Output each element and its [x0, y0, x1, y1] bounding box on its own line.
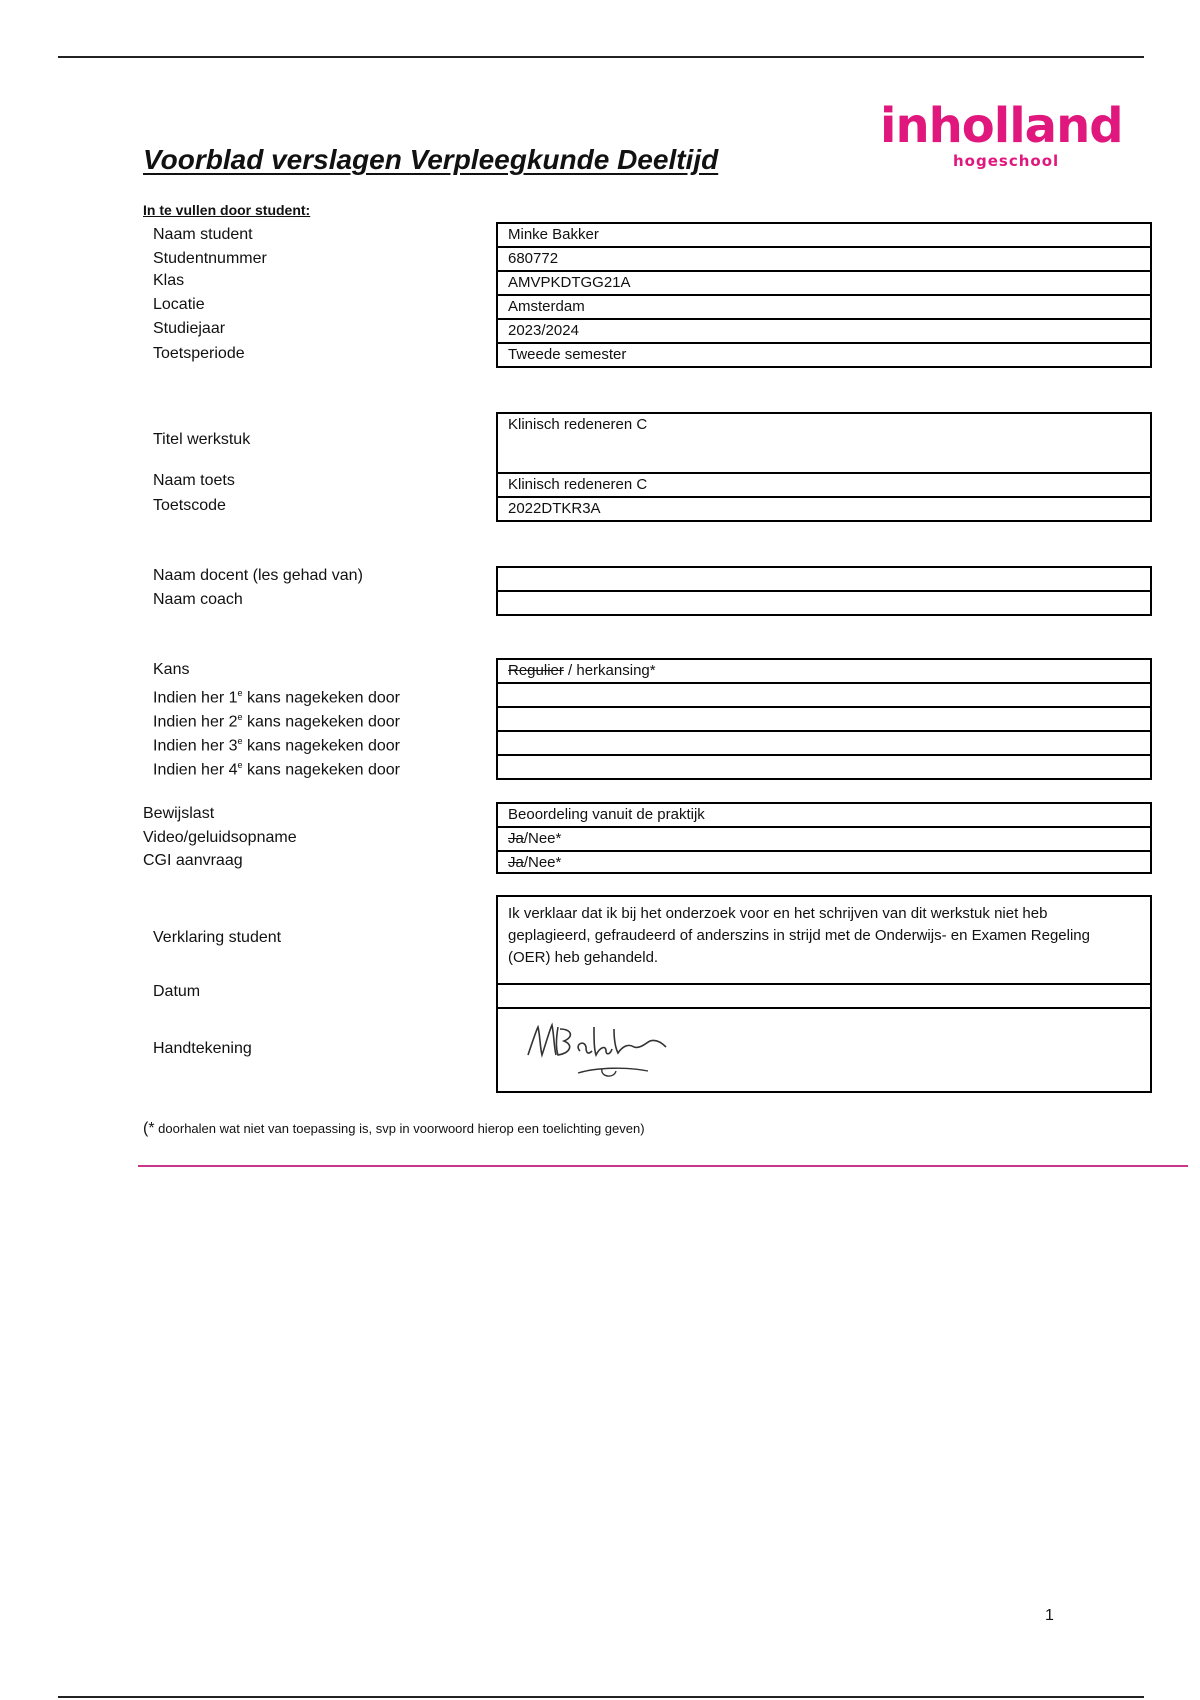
bottom-rule — [58, 1696, 1144, 1698]
label-bewijslast: Bewijslast — [143, 805, 215, 822]
label-kans-2 — [153, 707, 400, 732]
footnote-text: doorhalen wat niet van toepassing is, svp in voorwoord hierop een toelichting geven) — [154, 1121, 645, 1136]
kans-prefix: Indien her — [153, 713, 229, 731]
page-number: 1 — [1045, 1607, 1054, 1624]
logo-wordmark: inholland — [880, 98, 1123, 154]
label-naam-coach: Naam coach — [153, 591, 243, 608]
label-naam-toets: Naam toets — [153, 472, 235, 489]
label-kans: Kans — [153, 661, 190, 678]
kans-number: 2 — [228, 713, 238, 731]
kans-ordinal: e — [237, 736, 243, 746]
label-toetscode: Toetscode — [153, 497, 226, 514]
field-locatie[interactable]: Amsterdam — [498, 296, 1150, 320]
kans-suffix: kans nagekeken door — [242, 713, 400, 731]
logo-subtitle: hogeschool — [953, 152, 1060, 170]
werkstuk-info-box — [496, 412, 1152, 522]
kans-struck-value: Regulier — [508, 662, 564, 679]
kans-prefix: Indien her — [153, 761, 229, 779]
footnote-marker: (* — [143, 1120, 155, 1137]
kans-prefix: Indien her — [153, 737, 229, 755]
field-kans-1[interactable] — [498, 684, 1150, 708]
cgi-struck-value: Ja — [508, 854, 524, 871]
verklaring-box — [496, 895, 1152, 1093]
field-studiejaar[interactable]: 2023/2024 — [498, 320, 1150, 344]
field-kans-3[interactable] — [498, 732, 1150, 756]
field-video[interactable] — [498, 828, 1150, 852]
student-info-box — [496, 222, 1152, 368]
field-handtekening[interactable] — [498, 1009, 1150, 1091]
field-kans-2[interactable] — [498, 708, 1150, 732]
field-klas[interactable]: AMVPKDTGG21A — [498, 272, 1150, 296]
label-datum: Datum — [153, 983, 201, 1000]
label-toetsperiode: Toetsperiode — [153, 345, 245, 362]
field-kans[interactable] — [498, 660, 1150, 684]
field-cgi[interactable] — [498, 852, 1150, 872]
field-naam-docent[interactable] — [498, 568, 1150, 592]
top-rule — [58, 56, 1144, 58]
field-studentnummer[interactable]: 680772 — [498, 248, 1150, 272]
field-naam-coach[interactable] — [498, 592, 1150, 614]
inholland-logo — [875, 96, 1123, 176]
label-video: Video/geluidsopname — [143, 829, 297, 846]
label-kans-4 — [153, 755, 400, 780]
kans-suffix: kans nagekeken door — [242, 761, 400, 779]
field-bewijslast[interactable]: Beoordeling vanuit de praktijk — [498, 804, 1150, 828]
field-kans-4[interactable] — [498, 756, 1150, 778]
docent-info-box — [496, 566, 1152, 616]
kans-suffix: kans nagekeken door — [242, 689, 400, 707]
field-toetscode[interactable]: 2022DTKR3A — [508, 500, 601, 517]
label-cgi: CGI aanvraag — [143, 852, 243, 869]
label-naam-student: Naam student — [153, 226, 253, 243]
field-toetsperiode[interactable]: Tweede semester — [508, 346, 627, 363]
field-naam-student[interactable]: Minke Bakker — [498, 224, 1150, 248]
label-handtekening: Handtekening — [153, 1040, 252, 1057]
kans-number: 1 — [228, 689, 238, 707]
label-verklaring: Verklaring student — [153, 929, 282, 946]
kans-ordinal: e — [237, 688, 243, 698]
video-struck-value: Ja — [508, 830, 524, 847]
kans-ordinal: e — [237, 712, 243, 722]
pink-divider — [138, 1165, 1188, 1167]
video-value: /Nee* — [523, 830, 562, 847]
kans-suffix: kans nagekeken door — [242, 737, 400, 755]
kans-value: / herkansing* — [563, 662, 656, 679]
page-title: Voorblad verslagen Verpleegkunde Deeltijd — [143, 144, 719, 175]
label-titel-werkstuk: Titel werkstuk — [153, 431, 251, 448]
field-datum[interactable] — [498, 985, 1150, 1009]
form-subtitle: In te vullen door student: — [143, 202, 311, 218]
kans-number: 4 — [228, 761, 238, 779]
field-naam-toets[interactable]: Klinisch redeneren C — [498, 474, 1150, 498]
kans-prefix: Indien her — [153, 689, 229, 707]
label-studentnummer: Studentnummer — [153, 250, 267, 267]
label-klas: Klas — [153, 272, 185, 289]
kans-number: 3 — [228, 737, 238, 755]
footnote — [143, 1120, 645, 1138]
label-kans-1 — [153, 683, 400, 708]
cgi-value: /Nee* — [523, 854, 562, 871]
bewijs-info-box — [496, 802, 1152, 874]
label-locatie: Locatie — [153, 296, 205, 313]
kans-ordinal: e — [237, 760, 243, 770]
signature-image — [518, 1013, 698, 1089]
label-studiejaar: Studiejaar — [153, 320, 226, 337]
label-kans-3 — [153, 731, 400, 756]
kans-info-box — [496, 658, 1152, 780]
field-verklaring: Ik verklaar dat ik bij het onderzoek voor en het schrijven van dit werkstuk niet heb geplagieerd, gefraudeerd of anderszins in strijd met de Onderwijs- en Examen Regeling (OER) heb gehandeld. — [498, 897, 1150, 985]
field-titel-werkstuk[interactable]: Klinisch redeneren C — [498, 414, 1150, 474]
label-naam-docent: Naam docent (les gehad van) — [153, 567, 363, 584]
